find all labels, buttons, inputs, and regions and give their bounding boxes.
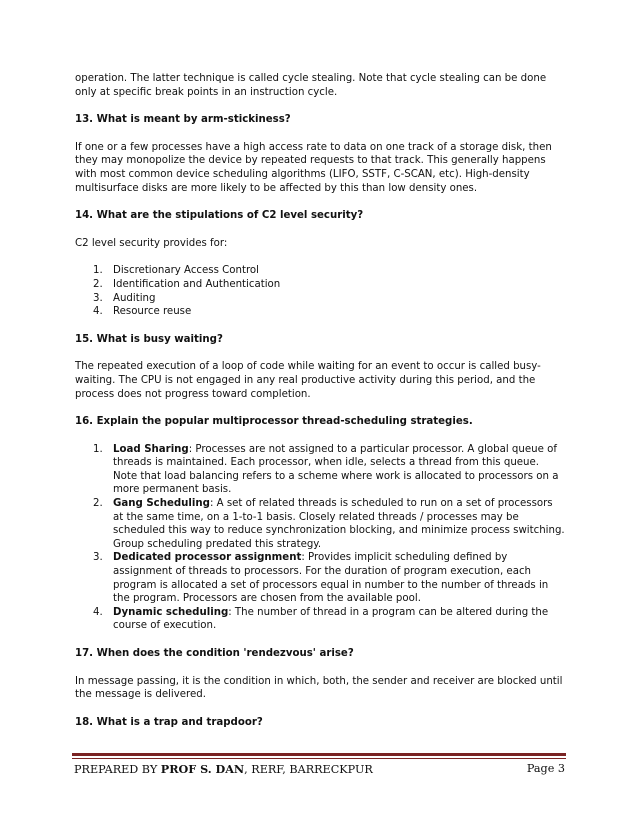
strategy-term: Gang Scheduling xyxy=(113,498,210,510)
strategy-description: : Provides implicit scheduling defined by assignment of threads to processors. For the duration of program execution, each program is allocated a set of processors equal in number to the number of threads in the program. Processors are chosen from the available pool. xyxy=(113,552,549,605)
footer-prefix: PREPARED BY xyxy=(74,763,161,776)
page-number: Page 3 xyxy=(526,762,565,775)
strategy-description: : A set of related threads is scheduled to run on a set of processors at the same time, on a 1-to-1 basis. Closely related threads / processes may be scheduled this way to reduce synchronization blocking, and minimize process switching. Group scheduling predated this strategy. xyxy=(113,498,565,550)
footer-suffix: , RERF, BARRECKPUR xyxy=(244,763,373,776)
list-number: 1. xyxy=(93,265,103,277)
document-body xyxy=(75,72,565,729)
question-16-heading: 16. Explain the popular multiprocessor thread-scheduling strategies. xyxy=(75,416,473,428)
list-item-text: Auditing xyxy=(113,292,156,304)
strategy-term: Load Sharing xyxy=(113,443,189,455)
list-item-text: Discretionary Access Control xyxy=(113,265,259,277)
list-item xyxy=(75,606,565,633)
list-item xyxy=(75,443,565,497)
list-item xyxy=(75,278,565,292)
list-number: 2. xyxy=(93,498,103,510)
strategy-description: : Processes are not assigned to a particular processor. A global queue of threads is maintained. Each processor, when idle, selects a thread from this queue. Note that load balancing refers to a scheme where work is allocated to processors on a more permanent basis. xyxy=(113,443,559,496)
question-13-heading: 13. What is meant by arm-stickiness? xyxy=(75,114,291,126)
c2-security-list xyxy=(75,264,565,318)
footer-divider-thin xyxy=(72,758,566,759)
list-number: 4. xyxy=(93,606,103,618)
question-15-answer: The repeated execution of a loop of code while waiting for an event to occur is called busy-waiting. The CPU is not engaged in any real productive activity during this period, and the process does not progress toward completion. xyxy=(75,361,541,400)
footer-author: PROF S. DAN xyxy=(160,762,245,776)
strategy-term: Dedicated processor assignment xyxy=(113,552,302,564)
list-item-text: Identification and Authentication xyxy=(113,278,281,290)
list-item xyxy=(75,551,565,605)
question-14-lead: C2 level security provides for: xyxy=(75,237,228,249)
question-18-heading: 18. What is a trap and trapdoor? xyxy=(75,716,263,728)
list-item xyxy=(75,497,565,551)
list-item xyxy=(75,305,565,319)
list-item-text: Resource reuse xyxy=(113,306,192,318)
list-number: 1. xyxy=(93,443,103,455)
strategy-term: Dynamic scheduling xyxy=(113,606,229,618)
question-14-heading: 14. What are the stipulations of C2 level security? xyxy=(75,210,364,222)
list-item xyxy=(75,264,565,278)
footer-divider-thick xyxy=(72,753,566,756)
thread-scheduling-list xyxy=(75,443,565,633)
footer-credit xyxy=(74,762,373,777)
list-item xyxy=(75,292,565,306)
list-number: 2. xyxy=(93,278,103,290)
question-17-answer: In message passing, it is the condition in which, both, the sender and receiver are blocked until the message is delivered. xyxy=(75,675,563,701)
intro-paragraph: operation. The latter technique is called cycle stealing. Note that cycle stealing can be done only at specific break points in an instruction cycle. xyxy=(75,73,547,98)
list-number: 3. xyxy=(93,292,103,304)
strategy-description: : The number of thread in a program can be altered during the course of execution. xyxy=(113,606,549,632)
question-15-heading: 15. What is busy waiting? xyxy=(75,333,223,345)
list-number: 3. xyxy=(93,552,103,564)
list-number: 4. xyxy=(93,306,103,318)
question-17-heading: 17. When does the condition 'rendezvous' arise? xyxy=(75,648,354,659)
question-13-answer: If one or a few processes have a high access rate to data on one track of a storage disk, then they may monopolize the device by repeated requests to that track. This generally happens with most common device scheduling algorithms (LIFO, SSTF, C-SCAN, etc). High-density multisurface disks are more likely to be affected by this than low density ones. xyxy=(75,141,552,194)
